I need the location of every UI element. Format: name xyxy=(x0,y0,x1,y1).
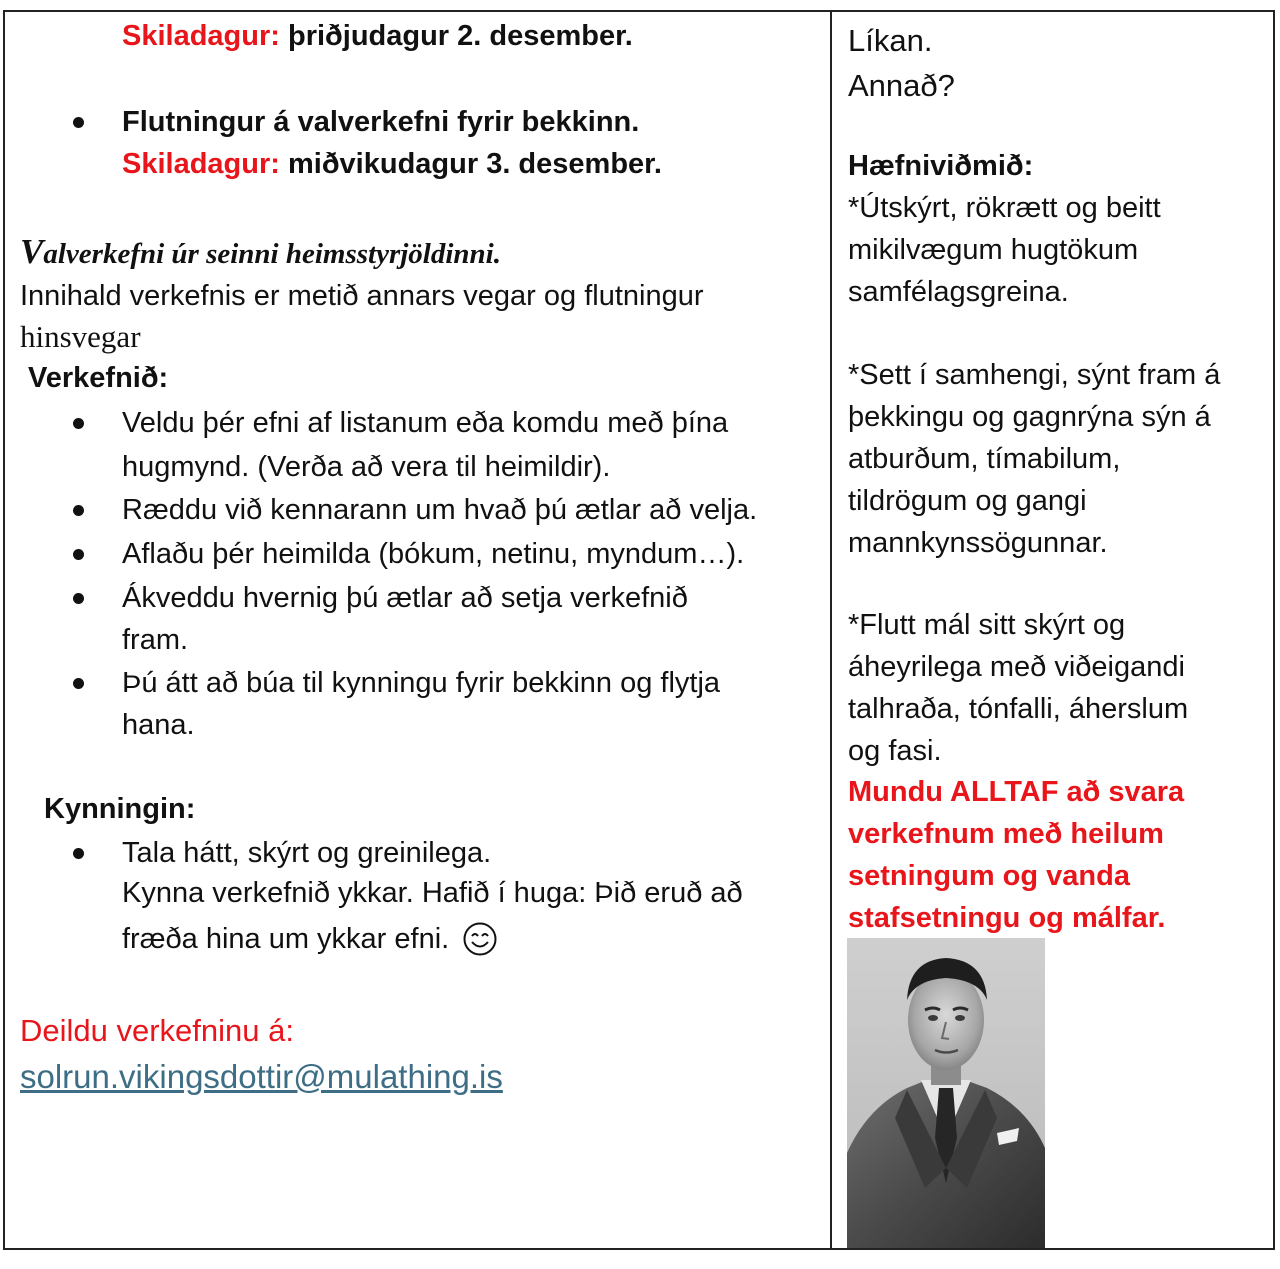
share-label: Deildu verkefninu á: xyxy=(20,1013,294,1048)
task-1-line-2: hugmynd. (Verða að vera til heimildir). xyxy=(122,451,611,483)
presentation-line-3: fræða hina um ykkar efni. xyxy=(122,923,450,955)
task-5-line-2: hana. xyxy=(122,709,195,741)
task-heading: Verkefnið: xyxy=(28,362,169,394)
deadline-label: Skiladagur: xyxy=(122,20,280,52)
criterion-1-line: mikilvægum hugtökum xyxy=(848,234,1139,266)
line-annad: Annað? xyxy=(848,68,955,103)
bullet-dot xyxy=(73,505,84,516)
presentation-line-1: Tala hátt, skýrt og greinilega. xyxy=(122,837,492,869)
bullet-dot xyxy=(73,678,84,689)
task-2: Ræddu við kennarann um hvað þú ætlar að velja. xyxy=(122,494,758,526)
criterion-2-line: þekkingu og gagnrýna sýn á xyxy=(848,401,1211,433)
assignment-title xyxy=(20,232,501,271)
email-link[interactable]: solrun.vikingsdottir@mulathing.is xyxy=(20,1058,503,1095)
line-likan: Líkan. xyxy=(848,23,933,58)
bullet-dot xyxy=(73,848,84,859)
criterion-3-line: áheyrilega með viðeigandi xyxy=(848,651,1185,683)
intro-line-2: hinsvegar xyxy=(20,319,141,354)
criterion-3-line: talhraða, tónfalli, áherslum xyxy=(848,693,1189,725)
deadline-value: miðvikudagur 3. desember. xyxy=(279,148,662,180)
reminder-line: Mundu ALLTAF að svara xyxy=(848,776,1185,808)
bullet-dot xyxy=(73,418,84,429)
title-first-letter: V xyxy=(20,232,44,271)
presentation-line-2: Kynna verkefnið ykkar. Hafið í huga: Þið eruð að xyxy=(122,877,743,909)
criterion-1-line: samfélagsgreina. xyxy=(848,276,1069,308)
bullet-flutningur: Flutningur á valverkefni fyrir bekkinn. xyxy=(122,106,640,138)
criterion-2-line: *Sett í samhengi, sýnt fram á xyxy=(848,359,1221,391)
bullet-dot xyxy=(73,593,84,604)
criterion-3-line: og fasi. xyxy=(848,735,942,767)
column-divider xyxy=(830,10,832,1250)
reminder-line: stafsetningu og málfar. xyxy=(848,902,1166,934)
task-4-line-1: Ákveddu hvernig þú ætlar að setja verkefnið xyxy=(122,582,688,614)
deadline-value: þriðjudagur 2. desember. xyxy=(279,20,633,52)
presentation-heading: Kynningin: xyxy=(44,793,196,825)
criterion-3-line: *Flutt mál sitt skýrt og xyxy=(848,609,1126,641)
presentation-line-3-wrap xyxy=(122,922,497,956)
portrait-photo xyxy=(847,938,1045,1248)
deadline-2 xyxy=(122,147,662,181)
criterion-1-line: *Útskýrt, rökrætt og beitt xyxy=(848,192,1161,224)
criteria-heading: Hæfniviðmið: xyxy=(848,150,1034,182)
task-3: Aflaðu þér heimilda (bókum, netinu, myndum…). xyxy=(122,538,745,570)
smiling-face-icon xyxy=(463,922,497,956)
deadline-label: Skiladagur: xyxy=(122,148,280,180)
bullet-dot xyxy=(73,549,84,560)
criterion-2-line: tildrögum og gangi xyxy=(848,485,1087,517)
bullet-dot xyxy=(73,117,84,128)
task-5-line-1: Þú átt að búa til kynningu fyrir bekkinn og flytja xyxy=(122,667,721,699)
task-1-line-1: Veldu þér efni af listanum eða komdu með þína xyxy=(122,407,729,439)
criterion-2-line: atburðum, tímabilum, xyxy=(848,443,1121,475)
intro-line-1: Innihald verkefnis er metið annars vegar og flutningur xyxy=(20,280,704,312)
title-rest: alverkefni úr seinni heimsstyrjöldinni. xyxy=(43,238,501,270)
reminder-line: verkefnum með heilum xyxy=(848,818,1164,850)
task-4-line-2: fram. xyxy=(122,624,189,656)
deadline-1 xyxy=(122,19,633,53)
reminder-line: setningum og vanda xyxy=(848,860,1130,892)
criterion-2-line: mannkynssögunnar. xyxy=(848,527,1108,559)
